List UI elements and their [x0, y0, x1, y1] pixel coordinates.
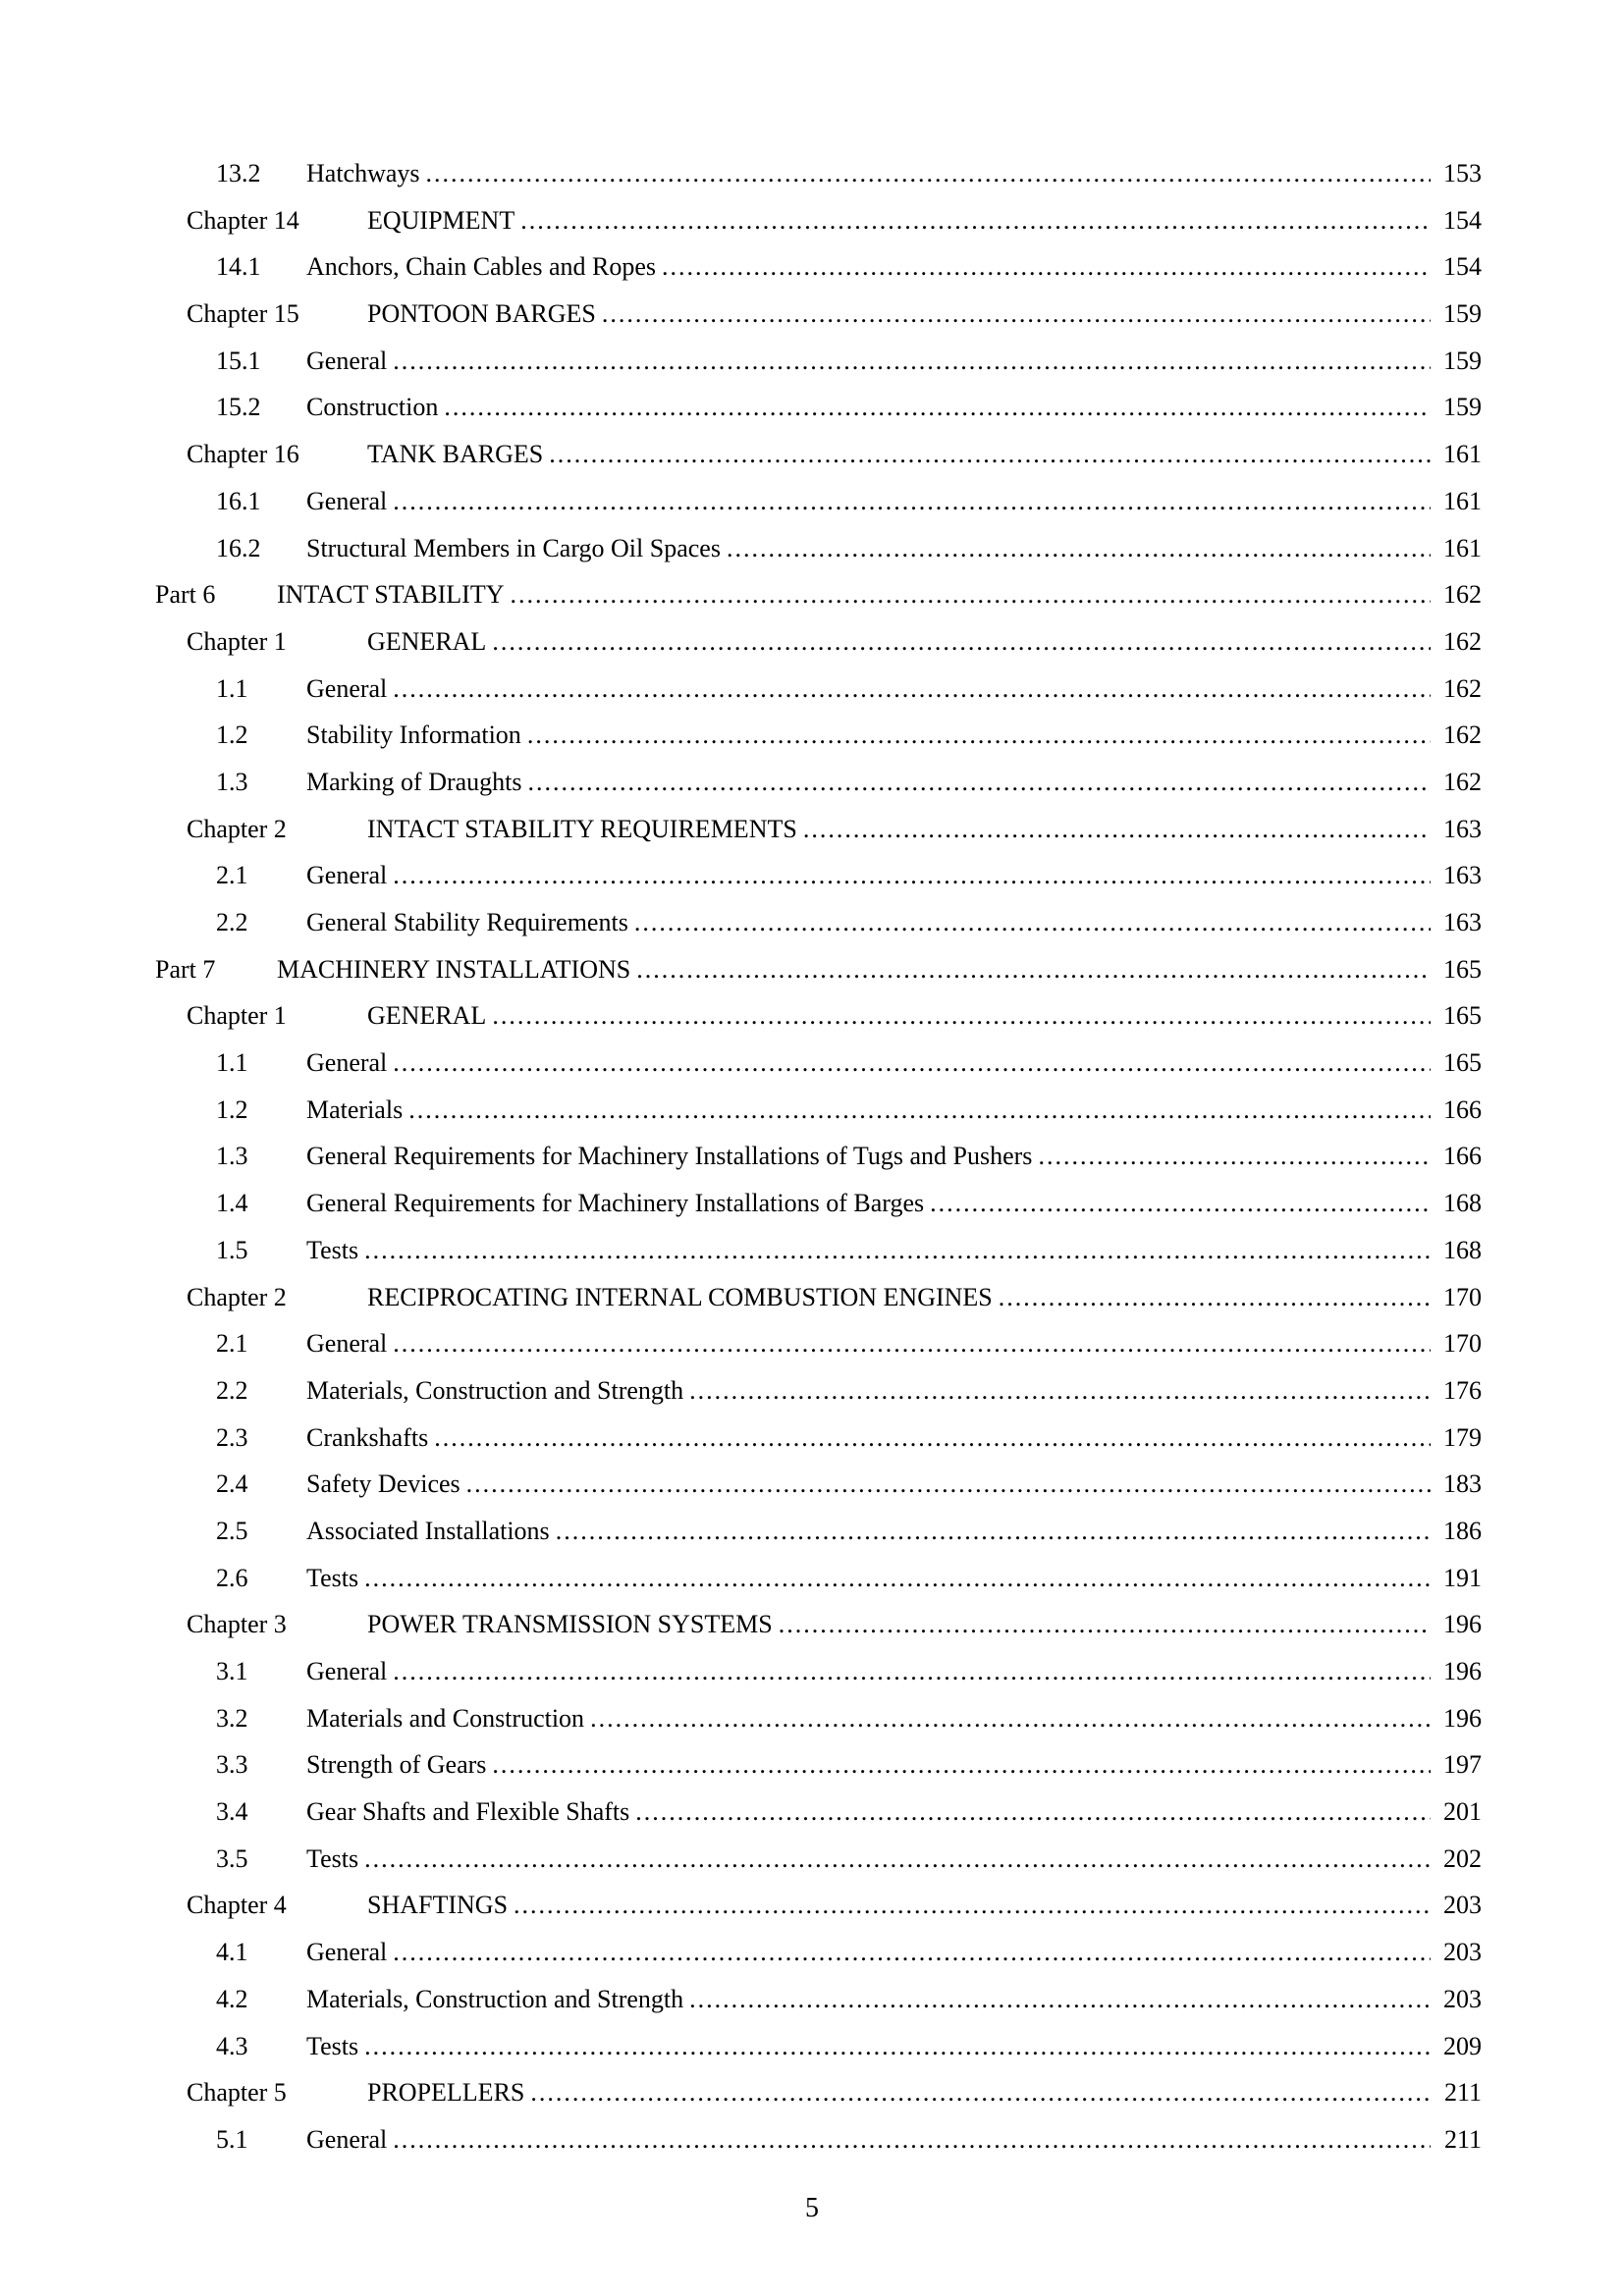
- toc-entry-title: Tests: [306, 1836, 364, 1883]
- toc-entry-title: General: [306, 1648, 393, 1695]
- toc-entry-title-wrap: [306, 1087, 1477, 1134]
- toc-entry-title: General: [306, 852, 393, 899]
- toc-entry-title-wrap: [367, 1274, 1477, 1321]
- dot-leader: [393, 478, 1477, 525]
- dot-leader: [549, 431, 1477, 478]
- toc-entry-page: 161: [1431, 478, 1482, 525]
- dot-leader: [466, 1461, 1477, 1508]
- toc-entry-title-wrap: [306, 1040, 1477, 1087]
- toc-entry-number: Chapter 14: [187, 205, 299, 235]
- toc-entry-title-wrap: [306, 1227, 1477, 1274]
- toc-entry-title: PROPELLERS: [367, 2069, 530, 2116]
- toc-entry-number: 2.2: [216, 908, 248, 936]
- toc-entry-title-wrap: [306, 1695, 1477, 1742]
- toc-entry-number: 1.2: [216, 721, 248, 750]
- toc-entry-page: 161: [1431, 431, 1482, 478]
- dot-leader: [930, 1180, 1477, 1227]
- toc-entry-number: 2.1: [216, 861, 248, 890]
- toc-entry-title: INTACT STABILITY REQUIREMENTS: [367, 806, 803, 853]
- toc-entry-title: General Stability Requirements: [306, 899, 634, 946]
- toc-entry-title-wrap: [306, 384, 1477, 431]
- toc-entry-section[interactable]: [0, 666, 1624, 713]
- toc-entry-title-wrap: [367, 431, 1477, 478]
- toc-entry-section[interactable]: [0, 1695, 1624, 1742]
- toc-entry-title: General Requirements for Machinery Installations of Tugs and Pushers: [306, 1133, 1038, 1180]
- toc-entry-title: General: [306, 666, 393, 713]
- toc-entry-page: 186: [1431, 1508, 1482, 1555]
- toc-entry-title-wrap: [306, 1415, 1477, 1462]
- toc-entry-title-wrap: [306, 1555, 1477, 1602]
- toc-entry-number: Chapter 16: [187, 440, 299, 469]
- toc-entry-title-wrap: [277, 571, 1477, 618]
- toc-entry-page: 161: [1431, 525, 1482, 572]
- dot-leader: [803, 806, 1477, 853]
- toc-entry-number: 3.4: [216, 1797, 248, 1827]
- toc-entry-section[interactable]: [0, 1227, 1624, 1274]
- toc-entry-number: 1.1: [216, 1048, 248, 1078]
- toc-entry-section[interactable]: [0, 1976, 1624, 2023]
- toc-entry-page: 162: [1431, 571, 1482, 618]
- toc-entry-number: 2.4: [216, 1469, 248, 1499]
- toc-entry-page: 165: [1431, 946, 1482, 993]
- toc-entry-section[interactable]: [0, 1648, 1624, 1695]
- dot-leader: [492, 992, 1477, 1040]
- toc-entry-number: Chapter 2: [187, 1282, 287, 1311]
- dot-leader: [393, 1648, 1477, 1695]
- toc-entry-title: Tests: [306, 1555, 364, 1602]
- toc-entry-number: 4.3: [216, 2031, 248, 2060]
- toc-entry-number: 3.5: [216, 1843, 248, 1873]
- toc-entry-page: 196: [1431, 1695, 1482, 1742]
- toc-entry-title: Structural Members in Cargo Oil Spaces: [306, 525, 727, 572]
- toc-entry-title-wrap: [306, 1320, 1477, 1367]
- toc-entry-title: POWER TRANSMISSION SYSTEMS: [367, 1601, 779, 1648]
- toc-entry-title-wrap: [306, 1133, 1477, 1180]
- toc-entry-title: General Requirements for Machinery Installations of Barges: [306, 1180, 930, 1227]
- toc-entry-title: Hatchways: [306, 150, 426, 197]
- toc-entry-title-wrap: [306, 338, 1477, 385]
- toc-entry-section[interactable]: [0, 1741, 1624, 1789]
- toc-entry-title-wrap: [306, 1836, 1477, 1883]
- dot-leader: [636, 946, 1477, 993]
- toc-entry-title: Safety Devices: [306, 1461, 466, 1508]
- toc-entry-title-wrap: [306, 1741, 1477, 1789]
- toc-entry-title-wrap: [306, 1929, 1477, 1976]
- toc-entry-title: Marking of Draughts: [306, 759, 528, 806]
- toc-entry-title: Stability Information: [306, 712, 527, 759]
- toc-entry-page: 162: [1431, 712, 1482, 759]
- toc-entry-page: 162: [1431, 618, 1482, 666]
- toc-entry-page: 165: [1431, 992, 1482, 1040]
- toc-entry-number: Chapter 2: [187, 814, 287, 843]
- toc-entry-section[interactable]: [0, 1929, 1624, 1976]
- toc-entry-page: 211: [1431, 2116, 1482, 2163]
- toc-entry-number: Part 7: [155, 954, 216, 984]
- toc-entry-section[interactable]: [0, 1040, 1624, 1087]
- toc-entry-page: 163: [1431, 852, 1482, 899]
- toc-entry-title: GENERAL: [367, 618, 492, 666]
- toc-entry-chapter[interactable]: [0, 618, 1624, 666]
- toc-entry-page: 202: [1431, 1836, 1482, 1883]
- toc-entry-chapter[interactable]: [0, 2069, 1624, 2116]
- toc-entry-section[interactable]: [0, 899, 1624, 946]
- toc-entry-number: 4.2: [216, 1984, 248, 2013]
- toc-entry-part[interactable]: [0, 946, 1624, 993]
- dot-leader: [511, 571, 1478, 618]
- toc-entry-chapter[interactable]: [0, 197, 1624, 244]
- dot-leader: [492, 618, 1477, 666]
- toc-entry-page: 163: [1431, 806, 1482, 853]
- toc-entry-title: SHAFTINGS: [367, 1882, 514, 1929]
- toc-entry-section[interactable]: [0, 852, 1624, 899]
- toc-entry-title-wrap: [306, 1461, 1477, 1508]
- toc-entry-title-wrap: [306, 852, 1477, 899]
- toc-entry-number: 13.2: [216, 159, 261, 187]
- toc-entry-chapter[interactable]: [0, 1274, 1624, 1321]
- toc-entry-chapter[interactable]: [0, 431, 1624, 478]
- dot-leader: [590, 1695, 1477, 1742]
- toc-entry-title-wrap: [367, 1601, 1477, 1648]
- toc-entry-chapter[interactable]: [0, 806, 1624, 853]
- toc-entry-page: 179: [1431, 1415, 1482, 1462]
- table-of-contents: [0, 150, 1624, 2163]
- dot-leader: [520, 197, 1477, 244]
- dot-leader: [527, 712, 1477, 759]
- dot-leader: [426, 150, 1477, 197]
- toc-entry-title-wrap: [367, 618, 1477, 666]
- dot-leader: [727, 525, 1477, 572]
- toc-entry-number: Chapter 15: [187, 299, 299, 329]
- toc-entry-section[interactable]: [0, 1789, 1624, 1836]
- toc-entry-title-wrap: [306, 759, 1477, 806]
- toc-entry-section[interactable]: [0, 1461, 1624, 1508]
- dot-leader: [779, 1601, 1477, 1648]
- toc-entry-section[interactable]: [0, 2116, 1624, 2163]
- toc-entry-number: 1.3: [216, 1142, 248, 1171]
- toc-entry-title-wrap: [306, 899, 1477, 946]
- toc-entry-number: 16.2: [216, 533, 261, 562]
- toc-entry-title-wrap: [277, 946, 1477, 993]
- toc-entry-title-wrap: [306, 478, 1477, 525]
- toc-entry-title: General: [306, 478, 393, 525]
- toc-entry-title: INTACT STABILITY: [277, 571, 511, 618]
- toc-entry-section[interactable]: [0, 525, 1624, 572]
- toc-entry-section[interactable]: [0, 1508, 1624, 1555]
- toc-entry-title: Crankshafts: [306, 1415, 434, 1462]
- toc-entry-number: 15.2: [216, 393, 261, 422]
- toc-entry-title: EQUIPMENT: [367, 197, 520, 244]
- toc-entry-title: Strength of Gears: [306, 1741, 492, 1789]
- toc-entry-page: 165: [1431, 1040, 1482, 1087]
- toc-entry-page: 203: [1431, 1976, 1482, 2023]
- toc-entry-page: 196: [1431, 1648, 1482, 1695]
- dot-leader: [1038, 1133, 1477, 1180]
- dot-leader: [393, 1320, 1477, 1367]
- dot-leader: [514, 1882, 1477, 1929]
- toc-entry-title-wrap: [306, 243, 1477, 291]
- toc-entry-page: 159: [1431, 384, 1482, 431]
- toc-entry-section[interactable]: [0, 384, 1624, 431]
- toc-entry-section[interactable]: [0, 150, 1624, 197]
- toc-entry-number: 1.1: [216, 673, 248, 703]
- dot-leader: [662, 243, 1477, 291]
- toc-entry-page: 191: [1431, 1555, 1482, 1602]
- toc-entry-section[interactable]: [0, 1415, 1624, 1462]
- dot-leader: [393, 852, 1477, 899]
- dot-leader: [689, 1976, 1477, 2023]
- toc-entry-title-wrap: [367, 806, 1477, 853]
- dot-leader: [364, 1836, 1477, 1883]
- toc-entry-title: MACHINERY INSTALLATIONS: [277, 946, 636, 993]
- toc-entry-title-wrap: [306, 1367, 1477, 1415]
- dot-leader: [364, 1227, 1477, 1274]
- toc-entry-number: 2.1: [216, 1329, 248, 1359]
- dot-leader: [408, 1087, 1477, 1134]
- toc-entry-title: Materials: [306, 1087, 408, 1134]
- toc-entry-page: 166: [1431, 1133, 1482, 1180]
- toc-entry-page: 162: [1431, 759, 1482, 806]
- toc-entry-title: Construction: [306, 384, 444, 431]
- toc-entry-title-wrap: [306, 1648, 1477, 1695]
- toc-entry-number: 1.3: [216, 767, 248, 796]
- toc-entry-number: 14.1: [216, 252, 261, 282]
- toc-entry-title-wrap: [367, 992, 1477, 1040]
- toc-entry-number: 2.3: [216, 1422, 248, 1452]
- toc-entry-number: 5.1: [216, 2124, 248, 2154]
- toc-entry-section[interactable]: [0, 1180, 1624, 1227]
- page-number: 5: [805, 2193, 819, 2223]
- toc-entry-title-wrap: [306, 2116, 1477, 2163]
- dot-leader: [434, 1415, 1477, 1462]
- toc-entry-title-wrap: [306, 712, 1477, 759]
- dot-leader: [393, 1929, 1477, 1976]
- toc-entry-title-wrap: [306, 1180, 1477, 1227]
- toc-entry-section[interactable]: [0, 1087, 1624, 1134]
- toc-entry-title: General: [306, 338, 393, 385]
- toc-entry-page: 209: [1431, 2023, 1482, 2070]
- toc-entry-section[interactable]: [0, 338, 1624, 385]
- toc-entry-title-wrap: [306, 1789, 1477, 1836]
- toc-entry-title: Associated Installations: [306, 1508, 556, 1555]
- toc-entry-page: 183: [1431, 1461, 1482, 1508]
- toc-entry-chapter[interactable]: [0, 1882, 1624, 1929]
- toc-entry-number: 3.1: [216, 1657, 248, 1685]
- toc-entry-section[interactable]: [0, 759, 1624, 806]
- toc-entry-number: Chapter 1: [187, 626, 287, 656]
- toc-entry-page: 196: [1431, 1601, 1482, 1648]
- toc-entry-chapter[interactable]: [0, 992, 1624, 1040]
- toc-entry-number: Chapter 4: [187, 1891, 287, 1920]
- toc-entry-title: Anchors, Chain Cables and Ropes: [306, 243, 662, 291]
- toc-entry-page: 201: [1431, 1789, 1482, 1836]
- dot-leader: [364, 2023, 1477, 2070]
- toc-entry-page: 203: [1431, 1929, 1482, 1976]
- dot-leader: [528, 759, 1477, 806]
- toc-entry-title: General: [306, 1320, 393, 1367]
- toc-entry-page: 154: [1431, 197, 1482, 244]
- toc-entry-title: Gear Shafts and Flexible Shafts: [306, 1789, 635, 1836]
- toc-entry-title-wrap: [367, 291, 1477, 338]
- toc-entry-page: 170: [1431, 1274, 1482, 1321]
- toc-entry-title-wrap: [367, 1882, 1477, 1929]
- dot-leader: [635, 1789, 1477, 1836]
- toc-entry-number: 1.5: [216, 1235, 248, 1264]
- toc-entry-page: 168: [1431, 1227, 1482, 1274]
- toc-entry-title-wrap: [306, 150, 1477, 197]
- toc-entry-title: Tests: [306, 2023, 364, 2070]
- dot-leader: [602, 291, 1477, 338]
- toc-entry-title-wrap: [306, 2023, 1477, 2070]
- toc-entry-title: Tests: [306, 1227, 364, 1274]
- toc-entry-section[interactable]: [0, 1133, 1624, 1180]
- toc-entry-title-wrap: [306, 666, 1477, 713]
- toc-entry-title-wrap: [367, 2069, 1477, 2116]
- dot-leader: [393, 2116, 1477, 2163]
- toc-entry-title: TANK BARGES: [367, 431, 549, 478]
- toc-entry-page: 168: [1431, 1180, 1482, 1227]
- dot-leader: [634, 899, 1477, 946]
- toc-entry-number: 2.5: [216, 1516, 248, 1545]
- toc-entry-page: 166: [1431, 1087, 1482, 1134]
- toc-entry-title: PONTOON BARGES: [367, 291, 602, 338]
- toc-entry-section[interactable]: [0, 478, 1624, 525]
- toc-entry-page: 159: [1431, 291, 1482, 338]
- dot-leader: [364, 1555, 1477, 1602]
- toc-entry-number: 16.1: [216, 486, 261, 515]
- toc-entry-chapter[interactable]: [0, 291, 1624, 338]
- dot-leader: [393, 666, 1477, 713]
- dot-leader: [556, 1508, 1477, 1555]
- toc-entry-number: 1.4: [216, 1189, 248, 1218]
- toc-entry-page: 153: [1431, 150, 1482, 197]
- toc-entry-page: 203: [1431, 1882, 1482, 1929]
- dot-leader: [689, 1367, 1477, 1415]
- toc-entry-section[interactable]: [0, 1836, 1624, 1883]
- toc-entry-number: 15.1: [216, 346, 261, 375]
- toc-entry-number: 3.3: [216, 1750, 248, 1780]
- toc-entry-section[interactable]: [0, 712, 1624, 759]
- toc-entry-title-wrap: [367, 197, 1477, 244]
- toc-entry-page: 197: [1431, 1741, 1482, 1789]
- toc-entry-page: 162: [1431, 666, 1482, 713]
- toc-entry-number: Chapter 1: [187, 1001, 287, 1031]
- toc-entry-section[interactable]: [0, 2023, 1624, 2070]
- dot-leader: [999, 1274, 1477, 1321]
- toc-entry-section[interactable]: [0, 1367, 1624, 1415]
- toc-entry-number: Chapter 3: [187, 1610, 287, 1639]
- dot-leader: [393, 338, 1477, 385]
- toc-entry-section[interactable]: [0, 243, 1624, 291]
- toc-entry-title-wrap: [306, 1508, 1477, 1555]
- toc-entry-page: 163: [1431, 899, 1482, 946]
- toc-entry-section[interactable]: [0, 1320, 1624, 1367]
- toc-entry-part[interactable]: [0, 571, 1624, 618]
- toc-entry-number: Chapter 5: [187, 2078, 287, 2108]
- toc-entry-number: 3.2: [216, 1703, 248, 1733]
- dot-leader: [492, 1741, 1477, 1789]
- toc-entry-title: Materials, Construction and Strength: [306, 1367, 689, 1415]
- toc-entry-title: Materials and Construction: [306, 1695, 590, 1742]
- toc-entry-number: 2.2: [216, 1375, 248, 1405]
- toc-entry-title: General: [306, 1929, 393, 1976]
- dot-leader: [444, 384, 1477, 431]
- toc-entry-title: Materials, Construction and Strength: [306, 1976, 689, 2023]
- toc-entry-page: 159: [1431, 338, 1482, 385]
- toc-entry-page: 211: [1431, 2069, 1482, 2116]
- toc-entry-page: 176: [1431, 1367, 1482, 1415]
- toc-entry-page: 170: [1431, 1320, 1482, 1367]
- toc-entry-title-wrap: [306, 525, 1477, 572]
- dot-leader: [530, 2069, 1477, 2116]
- toc-entry-chapter[interactable]: [0, 1601, 1624, 1648]
- toc-entry-number: 2.6: [216, 1563, 248, 1592]
- toc-entry-title: General: [306, 1040, 393, 1087]
- toc-entry-title: RECIPROCATING INTERNAL COMBUSTION ENGINES: [367, 1274, 999, 1321]
- toc-entry-section[interactable]: [0, 1555, 1624, 1602]
- toc-entry-number: 4.1: [216, 1938, 248, 1967]
- toc-entry-number: 1.2: [216, 1095, 248, 1124]
- toc-entry-title-wrap: [306, 1976, 1477, 2023]
- toc-entry-title: GENERAL: [367, 992, 492, 1040]
- dot-leader: [393, 1040, 1477, 1087]
- toc-entry-title: General: [306, 2116, 393, 2163]
- toc-entry-number: Part 6: [155, 580, 216, 610]
- toc-entry-page: 154: [1431, 243, 1482, 291]
